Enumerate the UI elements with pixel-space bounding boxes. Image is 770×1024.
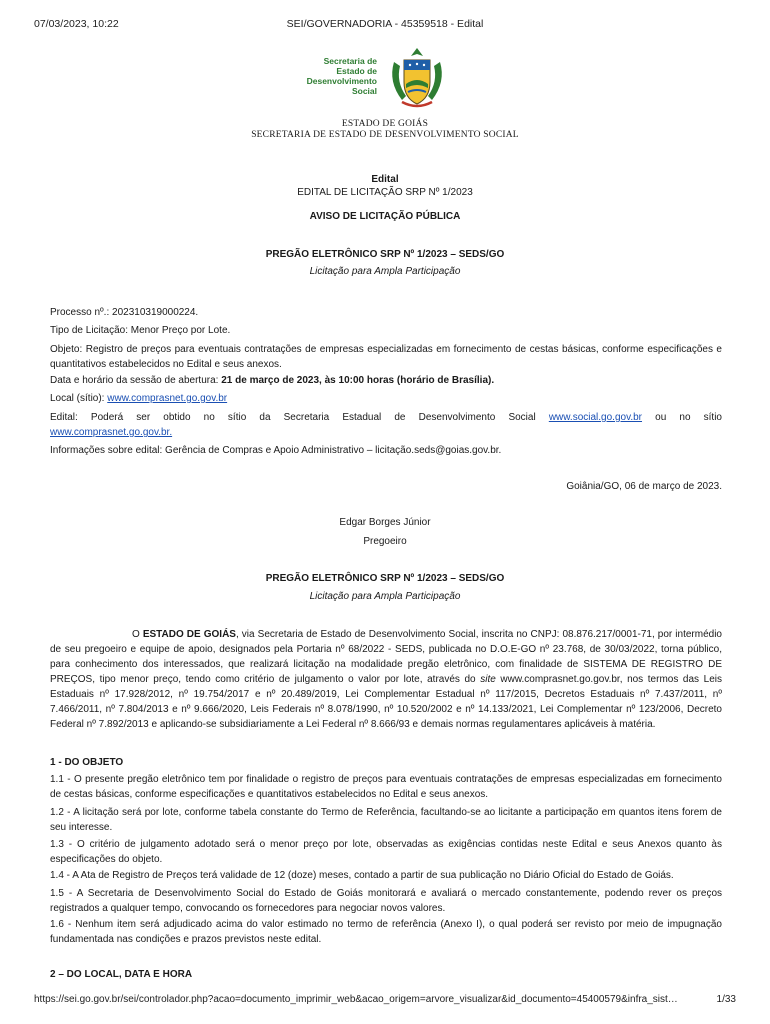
logo-line-1: Secretaria de [323, 56, 377, 66]
comprasnet-link[interactable]: www.comprasnet.go.gov.br [107, 393, 228, 404]
section-1-item-3: 1.3 - O critério de julgamento adotado será o menor preço por lote, observadas as exigências contidas neste Edital e seus Anexos quanto às especificações do objeto. [50, 839, 722, 865]
objeto-paragraph: Objeto: Registro de preços para eventuais contratações de empresas especializadas em fornecimento de cestas básicas, conforme especificações e quantitativos estabelecidos no Edital e seus anexos. [50, 344, 722, 370]
pregao-scope: Licitação para Ampla Participação [309, 266, 461, 277]
signer-name: Edgar Borges Júnior [339, 517, 431, 528]
preamble-site-word: site [480, 674, 496, 685]
edital-line-2 [50, 425, 722, 440]
signer-role: Pregoeiro [363, 536, 407, 547]
comprasnet-link-2[interactable]: www.comprasnet.go.gov.br. [50, 427, 173, 438]
secretariat-name: SECRETARIA DE ESTADO DE DESENVOLVIMENTO SOCIAL [251, 130, 519, 140]
section-1-title: 1 - DO OBJETO [50, 757, 124, 768]
pregao-scope-2: Licitação para Ampla Participação [309, 591, 461, 602]
edital-text: Edital: Poderá ser obtido no sítio da Secretaria Estadual de Desenvolvimento Social [50, 412, 536, 423]
preamble-paragraph [50, 627, 722, 732]
state-name: ESTADO DE GOIÁS [341, 119, 429, 129]
goias-coat-of-arms-icon [382, 42, 452, 112]
section-1-item-6: 1.6 - Nenhum item será adjudicado acima do valor estimado no termo de referência (Anexo I), o qual poderá ser revisto por meio de impugnação fundamentada nas condições e prazos previstos neste edital. [50, 919, 722, 945]
section-1-item-2: 1.2 - A licitação será por lote, conforme tabela constante do Termo de Referência, facultando-se ao licitante a participação em quantos itens forem de seu interesse. [50, 807, 722, 833]
data-line [50, 373, 722, 388]
local-label: Local (sítio): [50, 393, 108, 404]
edital-line [50, 410, 722, 425]
logo-wordmark [300, 56, 377, 96]
preamble-lead: O [132, 629, 143, 640]
info-line: Informações sobre edital: Gerência de Compras e Apoio Administrativo – licitação.seds@goias.gov.br. [50, 445, 502, 456]
preamble-state: ESTADO DE GOIÁS [142, 629, 236, 640]
logo-line-3: Desenvolvimento [306, 76, 377, 86]
section-2-title: 2 – DO LOCAL, DATA E HORA [50, 969, 193, 980]
edital-or: ou no sítio [655, 412, 722, 423]
data-label: Data e horário da sessão de abertura: [50, 375, 222, 386]
tipo-line: Tipo de Licitação: Menor Preço por Lote. [50, 325, 231, 336]
logo-line-2: Estado de [336, 66, 377, 76]
page-number: 1/33 [716, 994, 736, 1005]
preamble-text-2: www.comprasnet.go.gov.br, nos termos das Leis Estaduais nº 17.928/2012, nº 19.754/2017 e nº 20.489/2019, Lei Complementar Estadual nº 117/2015, Decretos Estaduais nº 7.437/2011, nº 7.466/2011, nº 7.804/2013 e nº 9.666/2020, Leis Federais nº 8.078/1990, nº 10.520/2002 e nº 14.133/2021, Lei Complementar nº 123/2006, Decreto Federal nº 7.892/2013 e aplicando-se subsidiariamente a Lei Federal nº 8.666/93 e demais normas regulamentares aplicáveis à matéria. [50, 674, 722, 730]
pregao-title: PREGÃO ELETRÔNICO SRP Nº 1/2023 – SEDS/GO [265, 249, 505, 260]
doc-type: Edital [371, 174, 399, 185]
pregao-title-2: PREGÃO ELETRÔNICO SRP Nº 1/2023 – SEDS/GO [265, 573, 505, 584]
data-value: 21 de março de 2023, às 10:00 horas (horário de Brasília). [221, 375, 495, 386]
section-1-item-5: 1.5 - A Secretaria de Desenvolvimento Social do Estado de Goiás monitorará e avaliará o mercado constantemente, podendo rever os preços registrados a qualquer tempo, convocando os fornecedores para negociar novos valores. [50, 888, 722, 914]
notice-title: AVISO DE LICITAÇÃO PÚBLICA [309, 211, 461, 222]
processo-line: Processo nº.: 202310319000224. [50, 307, 199, 318]
print-title: SEI/GOVERNADORIA - 45359518 - Edital [286, 18, 484, 30]
local-line [50, 391, 722, 406]
doc-name: EDITAL DE LICITAÇÃO SRP Nº 1/2023 [297, 187, 473, 198]
social-site-link[interactable]: www.social.go.gov.br [548, 412, 643, 423]
seds-logo [300, 42, 460, 112]
print-datetime: 07/03/2023, 10:22 [34, 18, 119, 30]
print-url: https://sei.go.gov.br/sei/controlador.php?acao=documento_imprimir_web&acao_origem=arvore_visualizar&id_documento=45400579&infra_sist… [34, 994, 678, 1005]
logo-line-4: Social [351, 86, 377, 96]
place-date: Goiânia/GO, 06 de março de 2023. [566, 481, 722, 492]
preamble-text: , via Secretaria de Estado de Desenvolvimento Social, inscrita no CNPJ: 08.876.217/0001-71, por intermédio de seu pregoeiro e equipe de apoio, designados pela Portaria nº 68/2022 - SEDS, publicada no D.O.E-GO nº 23.768, de 30/03/2022, torna público, para conhecimento dos interessados, que realizará licitação na modalidade pregão eletrônico, com finalidade de SISTEMA DE REGISTRO DE PREÇOS, tipo menor preço, tendo como critério de julgamento o valor por lote, através do [50, 629, 722, 685]
section-1-item-1: 1.1 - O presente pregão eletrônico tem por finalidade o registro de preços para eventuais contratações de empresas especializadas em fornecimento de cestas básicas, conforme especificações e quantitativos estabelecidos no Edital e seus anexos. [50, 774, 722, 800]
section-1-item-4: 1.4 - A Ata de Registro de Preços terá validade de 12 (doze) meses, contado a partir de sua publicação no Diário Oficial do Estado de Goiás. [50, 870, 674, 881]
